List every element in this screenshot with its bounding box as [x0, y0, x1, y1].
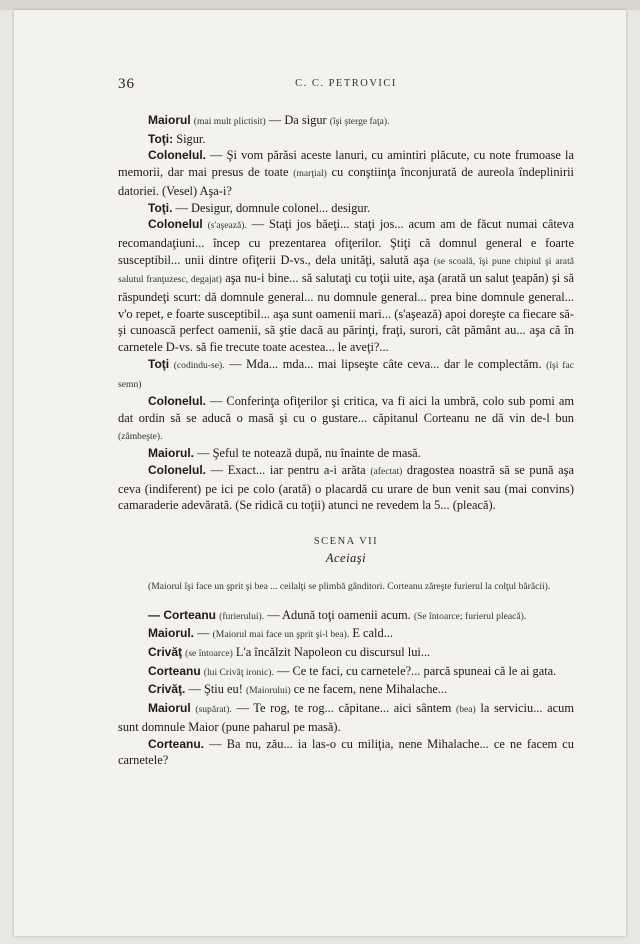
dialogue-after: [118, 607, 574, 769]
speaker-name: Corteanu.: [148, 736, 205, 751]
stage-note: (bea): [456, 704, 476, 716]
line-text: — Ce te faci, cu carnetele?... parcă spuneai că le ai gata.: [273, 663, 557, 678]
line-text: la serviciu... acum sunt domnule Maior (pune paharul pe masă).: [118, 701, 574, 734]
stage-note: (codindu-se).: [173, 359, 225, 371]
dialogue-line: [118, 681, 574, 700]
line-text: — Staţi jos băeţi... staţi jos... acum am de făcut numai câteva recomandaţiuni... încep cu prezentarea ofiţerilor. Ştiţi că domnul general e foarte susceptibil... unii dintre ofiţerii D-vs., dela unităţi, salută aşa: [118, 217, 574, 267]
line-text: aşa nu-i bine... să salutaţi cu toţii uite, aşa (arată un salut ţeapăn) şi să răspundeţi scurt: dă domnule general... nu domnule general... prea bine domnule general... v'o repet, e foarte susceptibil... aşa sunt oamenii mari... (s'aşează) apoi doreşte ca fiecare să-şi cunoască perfect oamenii, să ştie dacă au părinţi, fraţi, surori, cât pământ au... aşa că în carnetele D-vs. să fie trecute toate acestea... le aveţi?...: [118, 271, 574, 355]
line-text: — Te rog, te rog... căpitane... aici sântem: [231, 701, 457, 716]
dialogue-line: [118, 216, 574, 356]
running-head: C. C. PETROVICI: [295, 78, 397, 89]
stage-note: (Se întoarce; furierul pleacă).: [413, 610, 527, 622]
scan-top-edge: [0, 0, 640, 10]
dialogue-line: [118, 147, 574, 199]
speaker-name: Maiorul: [148, 113, 191, 127]
stage-note: (mai mult plictisit): [193, 116, 266, 127]
dialogue-before: [118, 112, 574, 514]
speaker-name: Colonelul.: [148, 394, 206, 409]
stage-note: (afectat): [370, 466, 403, 478]
speaker-name: Colonelul.: [148, 148, 206, 163]
dialogue-line: [118, 736, 574, 769]
line-text: cu conştiinţa înconjurată de aureola îndeplinirii datoriei. (Vesel) Aşa-i?: [118, 165, 574, 198]
line-text: —: [194, 626, 213, 641]
stage-note: (se întoarce): [185, 648, 233, 660]
line-text: E cald...: [349, 626, 393, 641]
line-text: — Ştiu eu!: [185, 682, 246, 697]
line-text: — Conferinţa ofiţerilor şi critica, va fi aici la umbră, colo sub pomi am dat ordin să se aducă o masă şi cu o gustare... căpitanul Corteanu ne dă vin de-l bun: [118, 394, 574, 425]
dialogue-line: [118, 131, 574, 148]
page-header: [118, 76, 574, 98]
speaker-name: Maiorul: [148, 701, 191, 716]
line-text: ce ne facem, nene Mihalache...: [290, 682, 448, 697]
scene-subtitle: Aceiaşi: [325, 551, 367, 566]
speaker-name: Toţi: [148, 356, 170, 371]
stage-note: (se scoală, îşi pune chipiul şi arată salutul franţuzesc, degajat): [118, 255, 574, 286]
stage-note: (zâmbeşte).: [118, 430, 163, 442]
dialogue-line: [118, 445, 574, 462]
line-text: dragostea noastră să se pună aşa ceva (indiferent) pe ici pe colo (arată) o placardă cu urare de bun venit sau (mai convins) camaraderie adevărată. (Se ridică cu toţii) atunci ne revedem la 5... (pleacă).: [118, 463, 574, 513]
stage-note: (Maiorului): [245, 685, 291, 697]
stage-note: (s'aşează).: [207, 220, 247, 232]
speaker-name: Maiorul.: [148, 446, 195, 461]
line-text: — Exact... iar pentru a-i arăta: [206, 463, 371, 478]
page-number: 36: [118, 76, 135, 92]
line-text: — Da sigur: [265, 113, 330, 127]
dialogue-line: [118, 607, 574, 626]
stage-note: (Maiorul mai face un şprit şi-l bea).: [212, 629, 350, 641]
speaker-name: Corteanu: [148, 663, 201, 678]
book-page: [14, 10, 626, 936]
stage-note: (lui Crivăţ ironic).: [203, 666, 274, 678]
dialogue-line: [118, 700, 574, 735]
dialogue-line: [118, 625, 574, 644]
stage-note: (îşi şterge faţa).: [329, 116, 390, 127]
speaker-name: — Corteanu: [148, 607, 217, 622]
line-text: — Desigur, domnule colonel... desigur.: [172, 200, 371, 215]
line-text: — Ba nu, zău... ia las-o cu miliţia, nene Mihalache... ce ne facem cu carnetele?: [118, 736, 574, 768]
line-text: Sigur.: [173, 131, 206, 146]
dialogue-line: [118, 663, 574, 682]
stage-note: (furierului).: [219, 610, 265, 622]
speaker-name: Toţi:: [148, 131, 174, 146]
stage-note: (îşi fac semn): [118, 359, 574, 390]
dialogue-line: [118, 393, 574, 445]
stage-note: (marţial): [293, 168, 327, 180]
page-content: [118, 76, 574, 769]
scene-title: SCENA VII: [313, 536, 379, 548]
speaker-name: Crivăţ: [148, 645, 183, 660]
speaker-name: Colonelul: [148, 217, 203, 232]
line-text: — Mda... mda... mai lipseşte câte ceva... dar le complectăm.: [224, 356, 547, 371]
speaker-name: Crivăţ.: [148, 682, 186, 697]
line-text: — Şi vom părăsi aceste lanuri, cu amintiri plăcute, cu note frumoase la memorii, dar mai presus de toate: [118, 148, 574, 180]
speaker-name: Maiorul.: [148, 626, 195, 641]
speaker-name: Toţi.: [148, 200, 173, 215]
line-text: — Şeful te notează după, nu înainte de masă.: [194, 446, 421, 461]
stage-direction: (Maiorul îşi face un şprit şi bea ... ceilalţi se plimbă gânditori. Corteanu zăreşte furierul la colţul bărăcii).: [148, 581, 551, 593]
line-text: — Adună toţi oamenii acum.: [264, 607, 414, 622]
speaker-name: Colonelul.: [148, 463, 206, 478]
dialogue-line: [118, 644, 574, 663]
dialogue-line: [118, 356, 574, 393]
dialogue-line: [118, 462, 574, 514]
dialogue-line: [118, 112, 574, 131]
stage-note: (supărat).: [195, 704, 232, 716]
dialogue-line: [118, 200, 574, 217]
line-text: L'a încălzit Napoleon cu discursul lui...: [232, 645, 431, 660]
